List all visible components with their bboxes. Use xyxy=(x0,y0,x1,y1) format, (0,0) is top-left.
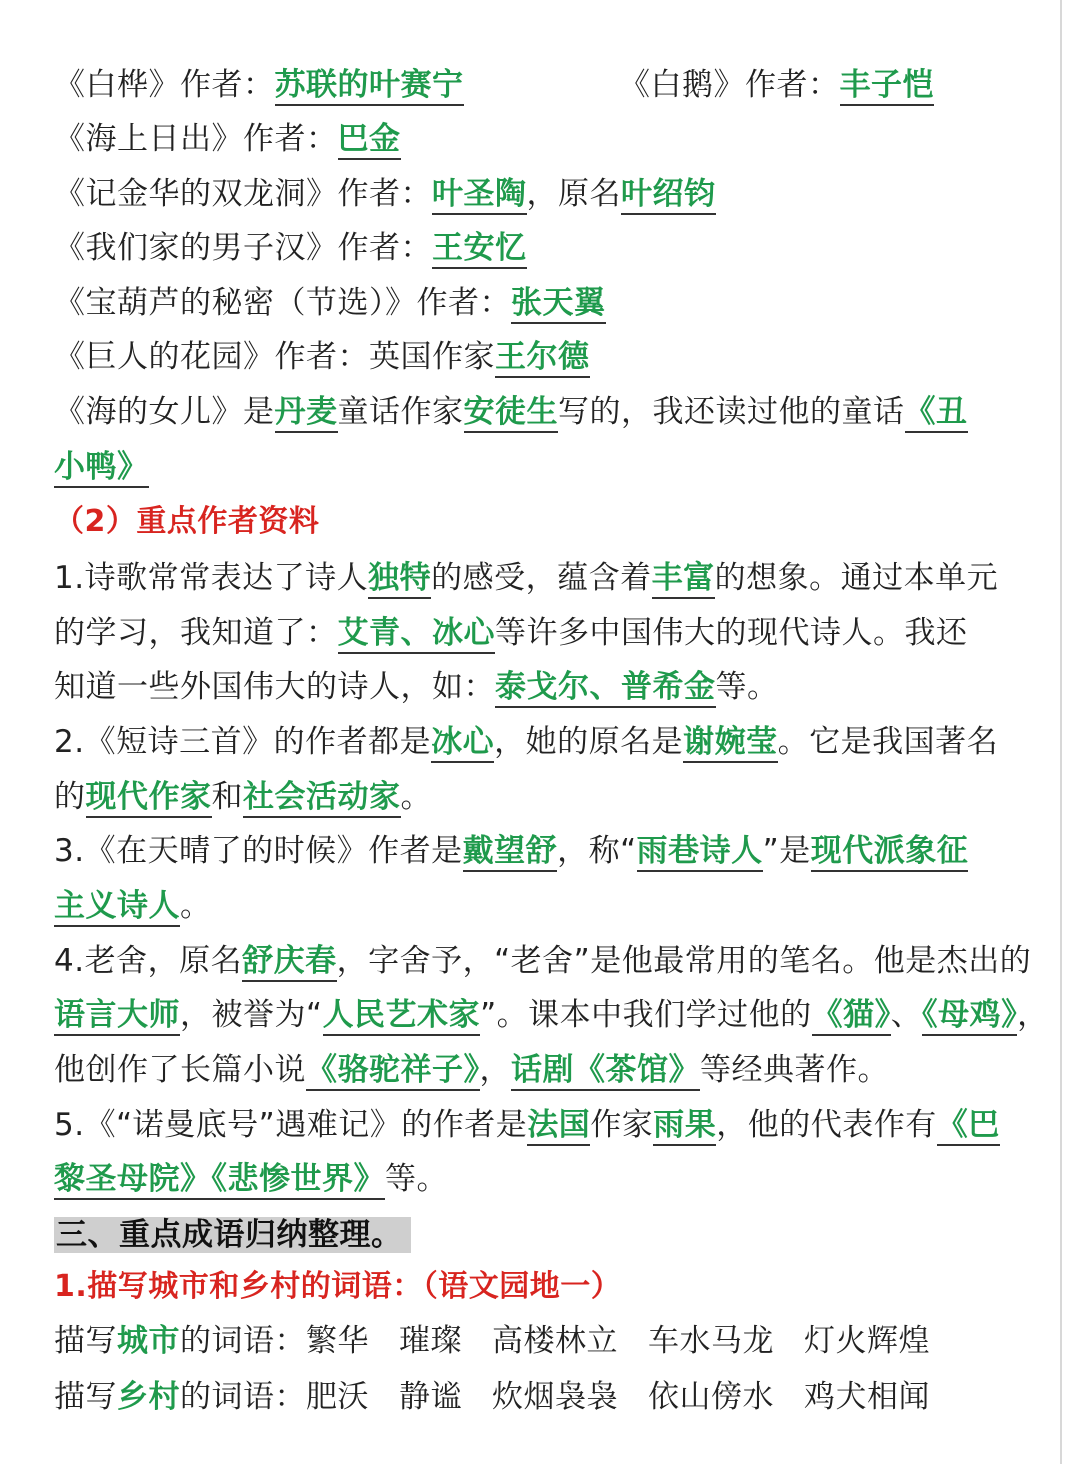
answer-text: 谢婉莹 xyxy=(683,724,778,763)
answer-text: 《骆驼祥子》 xyxy=(306,1052,480,1091)
answer-text: 现代派象征 xyxy=(811,833,969,872)
subheading-city-village: 1.描写城市和乡村的词语：（语文园地一） xyxy=(54,1269,622,1304)
answer-text: 小鸭》 xyxy=(54,449,149,488)
answer-text: 独特 xyxy=(368,560,431,599)
word-item: 灯火辉煌 xyxy=(804,1323,930,1359)
word-item: 繁华 xyxy=(306,1323,369,1359)
author-line-haidenver-cont xyxy=(54,444,149,490)
answer-text: 安徒生 xyxy=(464,394,559,433)
keyword-village: 乡村 xyxy=(117,1379,180,1415)
answer-text: 巴金 xyxy=(338,121,401,160)
para4-line2: 语言大师，被誉为“人民艺术家”。课本中我们学过他的《猫》、《母鸡》， xyxy=(54,992,1049,1038)
answer-text: 王安忆 xyxy=(432,230,527,269)
answer-text: 冰心 xyxy=(431,724,494,763)
answer-text: 苏联的叶赛宁 xyxy=(275,67,464,106)
answer-text: 雨果 xyxy=(653,1107,716,1146)
answer-text: 《母鸡》 xyxy=(922,997,1017,1036)
village-words-line: 描写乡村的词语：肥沃 静谧 炊烟袅袅 依山傍水 鸡犬相闻 xyxy=(54,1379,930,1415)
answer-text: 丰富 xyxy=(652,560,715,599)
section-heading-key-authors: （2）重点作者资料 xyxy=(54,504,320,539)
answer-text: 叶绍钧 xyxy=(621,176,716,215)
author-line-baie: 《白鹅》作者：丰子恺 xyxy=(619,62,934,108)
word-item: 炊烟袅袅 xyxy=(492,1379,618,1415)
answer-text: 社会活动家 xyxy=(243,779,401,818)
answer-text: 戴望舒 xyxy=(463,833,558,872)
answer-text: 主义诗人 xyxy=(54,888,180,927)
para4-line1: 4.老舍，原名舒庆春，字舍予，“老舍”是他最常用的笔名。他是杰出的 xyxy=(54,938,1031,984)
answer-text: 丹麦 xyxy=(275,394,338,433)
section-heading-idioms: 三、重点成语归纳整理。 xyxy=(54,1217,411,1253)
para4-line3: 他创作了长篇小说《骆驼祥子》，话剧《茶馆》等经典著作。 xyxy=(54,1047,889,1093)
para1-line1: 1.诗歌常常表达了诗人独特的感受，蕴含着丰富的想象。通过本单元 xyxy=(54,555,998,601)
word-item: 鸡犬相闻 xyxy=(804,1379,930,1415)
keyword-city: 城市 xyxy=(117,1323,180,1359)
answer-text: 丰子恺 xyxy=(840,67,935,106)
answer-text: 舒庆春 xyxy=(242,943,337,982)
word-item: 静谧 xyxy=(399,1379,462,1415)
author-line-haishang: 《海上日出》作者：巴金 xyxy=(54,116,401,162)
author-line-baihua: 《白桦》作者：苏联的叶赛宁 《白鹅》作者：丰子恺 xyxy=(54,62,464,108)
para5-line1: 5.《“诺曼底号”遇难记》的作者是法国作家雨果，他的代表作有《巴 xyxy=(54,1102,1000,1148)
word-item: 璀璨 xyxy=(399,1323,462,1359)
author-line-haidenver: 《海的女儿》是丹麦童话作家安徒生写的，我还读过他的童话《丑 xyxy=(54,389,968,435)
page-edge-divider xyxy=(1060,0,1062,1464)
answer-text: 《丑 xyxy=(905,394,968,433)
para2-line2: 的现代作家和社会活动家。 xyxy=(54,774,432,820)
word-item: 依山傍水 xyxy=(648,1379,774,1415)
author-line-juren: 《巨人的花园》作者：英国作家王尔德 xyxy=(54,334,590,380)
word-item: 高楼林立 xyxy=(492,1323,618,1359)
author-line-nanzihan: 《我们家的男子汉》作者：王安忆 xyxy=(54,225,527,271)
para1-line2: 的学习，我知道了：艾青、冰心等许多中国伟大的现代诗人。我还 xyxy=(54,610,968,656)
answer-text: 雨巷诗人 xyxy=(637,833,763,872)
word-item: 车水马龙 xyxy=(648,1323,774,1359)
answer-text: 《巴 xyxy=(937,1107,1000,1146)
answer-text: 现代作家 xyxy=(86,779,212,818)
para5-line2: 黎圣母院》《悲惨世界》等。 xyxy=(54,1156,448,1202)
answer-text: 艾青、冰心 xyxy=(338,615,496,654)
answer-text: 语言大师 xyxy=(54,997,180,1036)
answer-text: 王尔德 xyxy=(495,339,590,378)
section3-heading-line xyxy=(54,1212,411,1258)
answer-text: 法国 xyxy=(527,1107,590,1146)
answer-text: 叶圣陶 xyxy=(432,176,527,215)
word-item: 肥沃 xyxy=(306,1379,369,1415)
city-words-line: 描写城市的词语：繁华 璀璨 高楼林立 车水马龙 灯火辉煌 xyxy=(54,1323,930,1359)
answer-text: 《猫》 xyxy=(812,997,891,1036)
answer-text: 泰戈尔、普希金 xyxy=(495,669,716,708)
answer-text: 张天翼 xyxy=(511,285,606,324)
para3-line1: 3.《在天晴了的时候》作者是戴望舒，称“雨巷诗人”是现代派象征 xyxy=(54,828,968,874)
para2-line1: 2.《短诗三首》的作者都是冰心，她的原名是谢婉莹。它是我国著名 xyxy=(54,719,998,765)
answer-text: 黎圣母院》《悲惨世界》 xyxy=(54,1161,385,1200)
para3-line2: 主义诗人。 xyxy=(54,883,212,929)
para1-line3: 知道一些外国伟大的诗人，如：泰戈尔、普希金等。 xyxy=(54,664,779,710)
answer-text: 话剧《茶馆》 xyxy=(511,1052,700,1091)
author-line-baohulu: 《宝葫芦的秘密（节选）》作者：张天翼 xyxy=(54,280,606,326)
author-line-shuanglongdong: 《记金华的双龙洞》作者：叶圣陶，原名叶绍钧 xyxy=(54,171,716,217)
answer-text: 人民艺术家 xyxy=(323,997,481,1036)
